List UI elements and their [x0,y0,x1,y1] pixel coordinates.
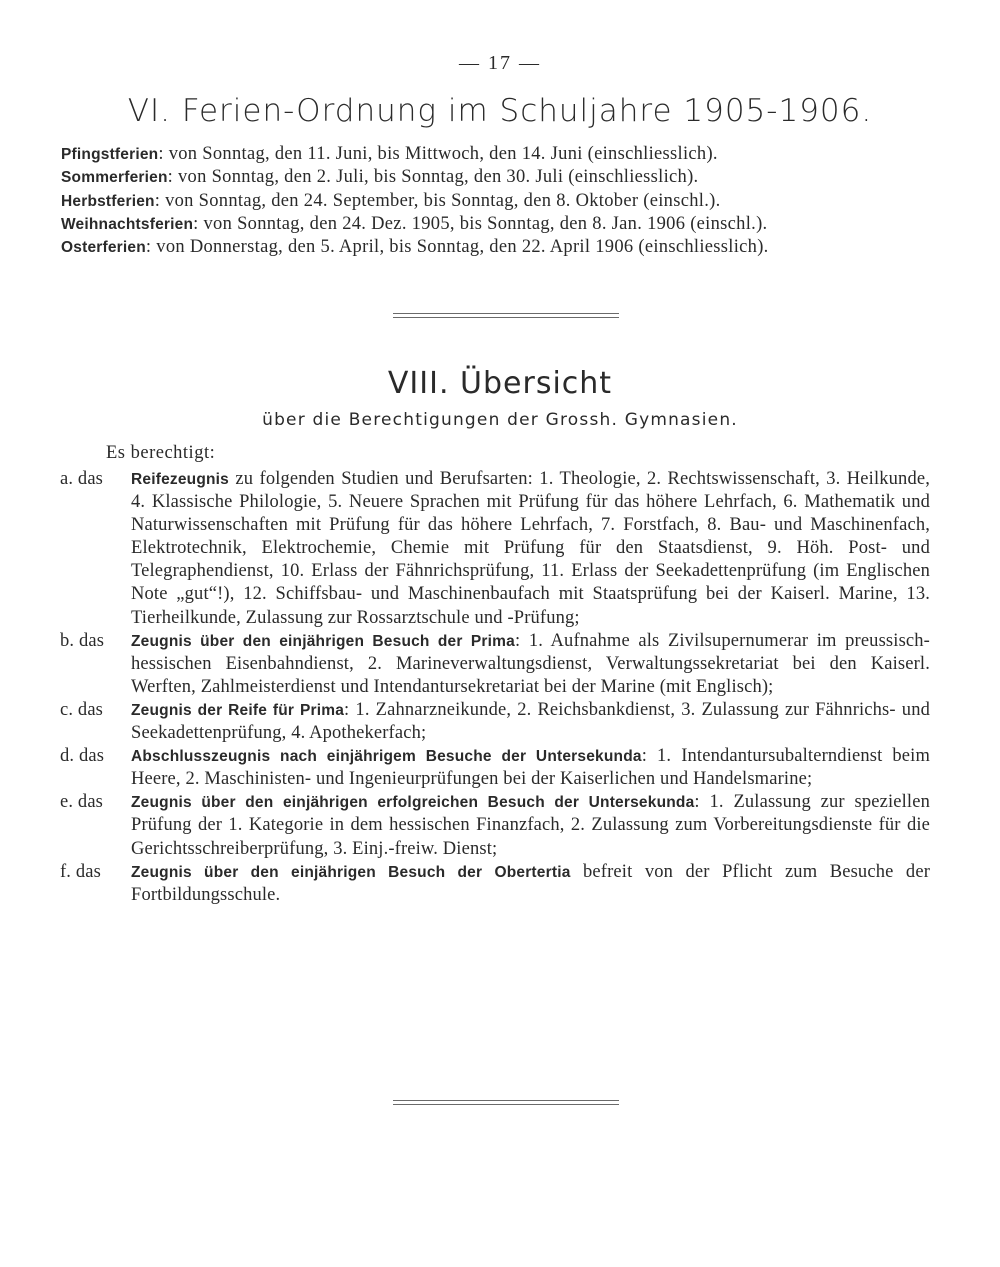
holiday-text: : von Sonntag, den 11. Juni, bis Mittwoch, den 14. Juni (einschliesslich). [158,144,718,164]
item-lead-word: das [77,792,104,813]
section-viii-title: VIII. Übersicht [387,366,613,401]
holiday-entry [61,143,941,166]
item-heading: Reifezeugnis [131,471,230,488]
item-heading: Abschlusszeugnis nach einjährigem Besuche der Untersekunda [131,748,642,766]
holiday-label: Sommerferien [61,169,168,187]
item-text: zu folgenden Studien und Berufsarten: 1. Theologie, 2. Rechtswissenschaft, 3. Heilkunde, 4. Klassische Philologie, 5. Neuere Sprachen mit Prüfung für das höhere Lehrfach, 6. Mathematik und Naturwissenschaften mit Prüfung für das höhere Lehrfach, 7. Forstfach, 8. Bau- und Maschinenfach, Elektrotechnik, Elektrochemie, Chemie mit Prüfung für den Staatsdienst, 9. Höh. Post- und Telegraphendienst, 10. Erlass der Fähnrichsprüfung, 11. Erlass der Seekadettenprüfung (im Englischen Note „gut“!), 12. Schiffsbau- und Maschinenbaufach mit Staatsprüfung bei der Kaiserl. Marine, 13. Tierheilkunde, Zulassung zur Rossarztschule und -Prüfung; [131,469,930,628]
item-heading: Zeugnis über den einjährigen erfolgreichen Besuch der Untersekunda [131,794,695,812]
holiday-text: : von Sonntag, den 2. Juli, bis Sonntag, den 30. Juli (einschliesslich). [167,167,699,188]
list-item [60,468,930,630]
intro-text: Es berechtigt: [106,443,216,463]
item-lead-word: das [78,746,105,767]
list-item [60,630,930,699]
list-item [60,861,930,907]
holiday-schedule [61,143,941,259]
item-letter: f. [60,861,72,882]
holiday-label: Herbstferien [61,192,155,210]
holiday-entry [61,190,941,213]
list-item [60,745,930,791]
item-heading: Zeugnis über den einjährigen Besuch der Obertertia [131,863,571,881]
item-text: : 1. Zulassung zur speziellen Prüfung der 1. Kategorie in dem hessischen Finanzfach, 2. Zulassung zum Vorbereitungsdienste für die Gerichtsschreiberprüfung, 3. Einj.-freiw. Dienst; [131,792,930,859]
list-item [60,791,930,860]
item-letter: b. [60,630,75,651]
item-lead-word: das [77,469,104,489]
holiday-label: Weihnachtsferien [61,215,194,233]
item-text: : 1. Intendantursubalterndienst beim Heere, 2. Maschinisten- und Ingenieurprüfungen bei der Kaiserlichen und Handelsmarine; [131,746,930,790]
holiday-entry [61,166,941,189]
holiday-label: Osterferien [61,239,146,257]
item-letter: a. [60,469,74,489]
holiday-entry [61,213,941,236]
holiday-text: : von Sonntag, den 24. Dez. 1905, bis Sonntag, den 8. Jan. 1906 (einschl.). [193,213,768,234]
item-letter: d. [60,746,75,767]
item-text: : 1. Aufnahme als Zivilsupernumerar im preussisch-hessischen Eisenbahndienst, 2. Marineverwaltungsdienst, Verwaltungssekretariat bei den Kaiserl. Werften, Zahlmeisterdienst und Intendantursekretariat bei der Marine (mit Englisch); [131,630,930,697]
item-text: : 1. Zahnarzneikunde, 2. Reichsbankdienst, 3. Zulassung zur Fähnrichs- und Seekadettenprüfung, 4. Apothekerfach; [131,699,930,744]
section-divider [393,313,619,318]
section-vi-title: VI. Ferien-Ordnung im Schuljahre 1905-1906. [127,93,873,129]
list-item [60,699,930,745]
entitlement-list [60,468,930,907]
holiday-text: : von Sonntag, den 24. September, bis Sonntag, den 8. Oktober (einschl.). [154,190,721,211]
item-heading: Zeugnis der Reife für Prima [131,701,345,719]
holiday-entry [61,236,941,259]
item-letter: c. [60,699,74,720]
section-viii-subtitle: über die Berechtigungen der Grossh. Gymnasien. [262,410,738,430]
item-lead-word: das [77,699,104,720]
holiday-text: : von Donnerstag, den 5. April, bis Sonntag, den 22. April 1906 (einschliesslich). [145,237,769,258]
item-letter: e. [60,792,74,813]
page-number: — 17 — [459,52,541,74]
item-lead-word: das [75,861,101,882]
holiday-label: Pfingstferien [61,146,159,163]
item-lead-word: das [78,630,105,651]
item-heading: Zeugnis über den einjährigen Besuch der Prima [131,632,515,650]
section-divider [393,1100,619,1105]
item-text: befreit von der Pflicht zum Besuche der Fortbildungsschule. [131,861,931,905]
